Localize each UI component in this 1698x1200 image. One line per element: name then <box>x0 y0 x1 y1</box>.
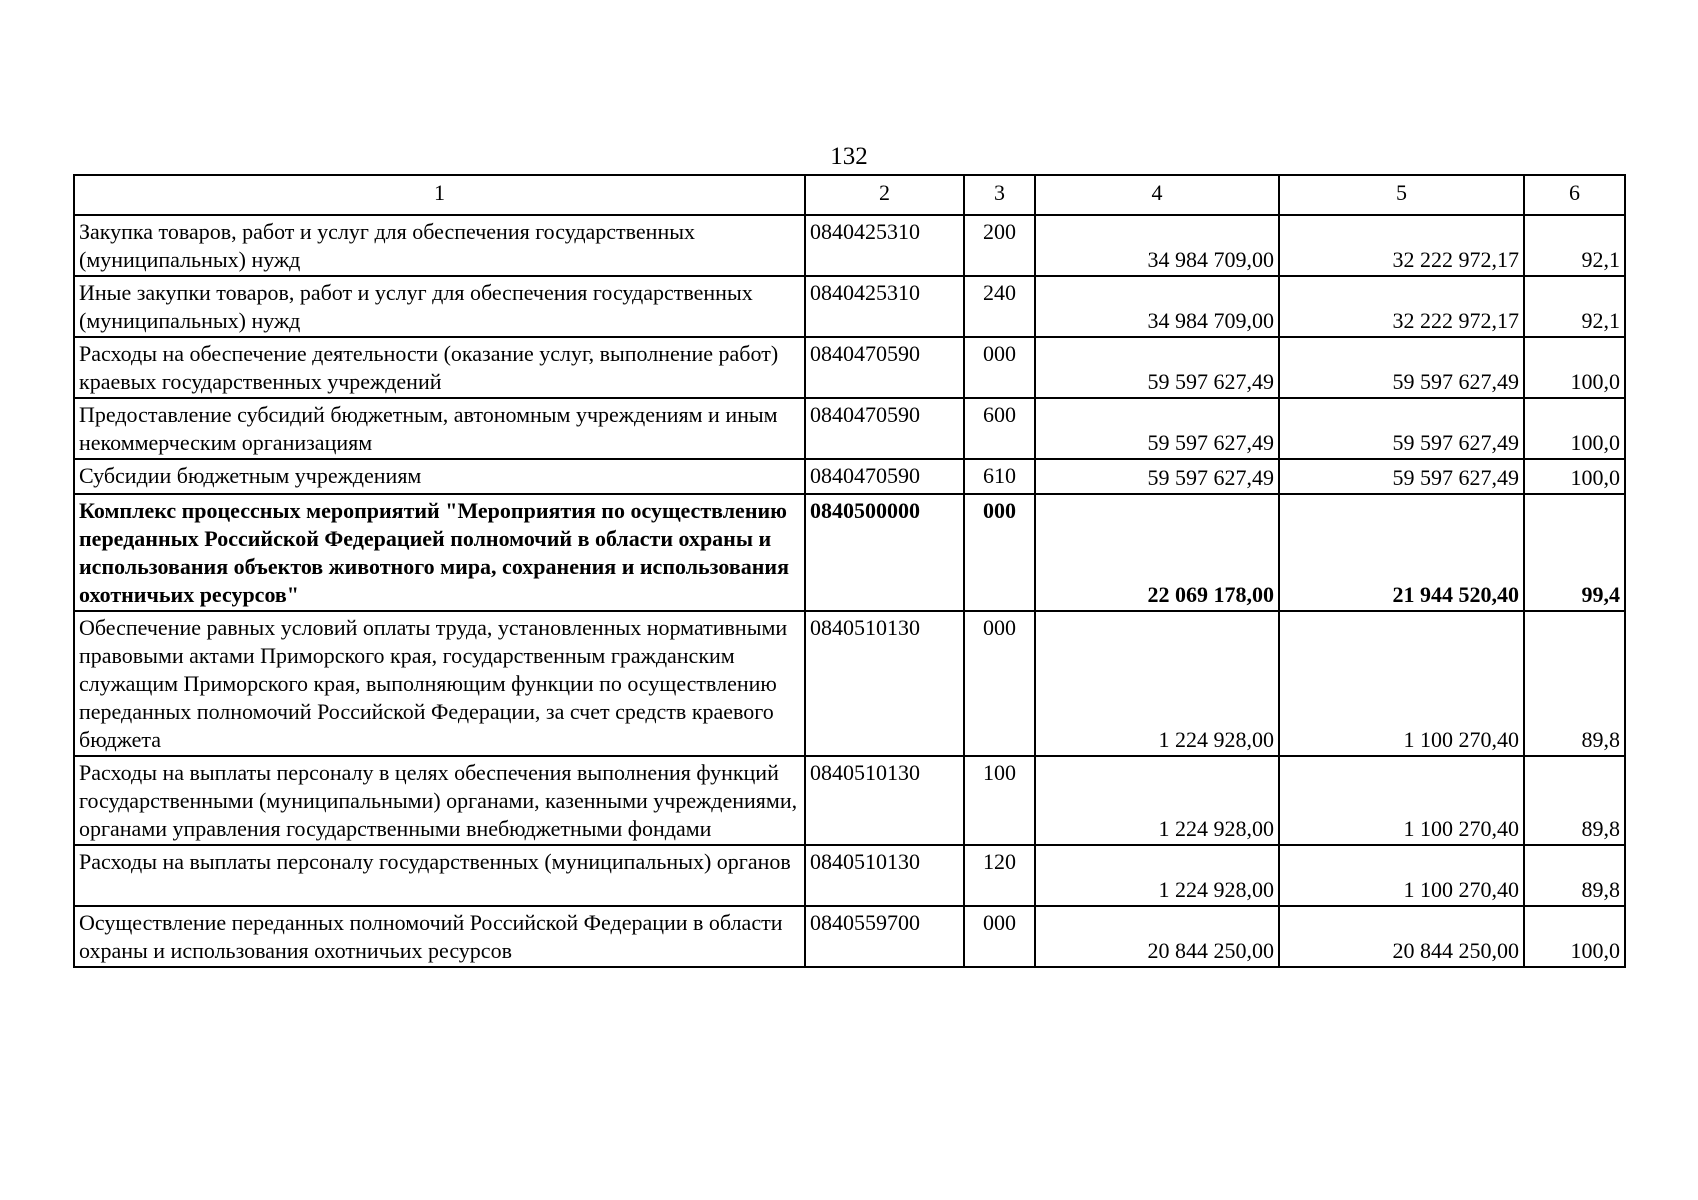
row-percent: 100,0 <box>1524 337 1625 398</box>
row-percent: 100,0 <box>1524 459 1625 494</box>
table-row <box>74 611 1625 756</box>
budget-table <box>73 174 1626 968</box>
table-row <box>74 215 1625 276</box>
row-percent: 92,1 <box>1524 215 1625 276</box>
row-planned: 59 597 627,49 <box>1035 398 1279 459</box>
row-kind: 610 <box>964 459 1035 494</box>
table-row-total <box>74 494 1625 611</box>
row-name: Расходы на обеспечение деятельности (оказание услуг, выполнение работ) краевых государственных учреждений <box>74 337 805 398</box>
row-code: 0840510130 <box>805 756 964 845</box>
row-executed: 32 222 972,17 <box>1279 215 1524 276</box>
row-name: Расходы на выплаты персоналу государственных (муниципальных) органов <box>74 845 805 906</box>
row-code: 0840470590 <box>805 459 964 494</box>
column-header: 4 <box>1035 175 1279 215</box>
row-kind: 000 <box>964 611 1035 756</box>
row-name: Субсидии бюджетным учреждениям <box>74 459 805 494</box>
row-percent: 100,0 <box>1524 398 1625 459</box>
row-percent: 92,1 <box>1524 276 1625 337</box>
row-name: Обеспечение равных условий оплаты труда, установленных нормативными правовыми актами Приморского края, государственным гражданским служащим Приморского края, выполняющим функции по осуществлению переданных полномочий Российской Федерации, за счет средств краевого бюджета <box>74 611 805 756</box>
table-row <box>74 756 1625 845</box>
row-planned: 59 597 627,49 <box>1035 459 1279 494</box>
row-executed: 21 944 520,40 <box>1279 494 1524 611</box>
row-executed: 1 100 270,40 <box>1279 845 1524 906</box>
row-executed: 59 597 627,49 <box>1279 459 1524 494</box>
row-name: Иные закупки товаров, работ и услуг для обеспечения государственных (муниципальных) нужд <box>74 276 805 337</box>
row-percent: 100,0 <box>1524 906 1625 967</box>
row-code: 0840470590 <box>805 398 964 459</box>
row-name: Осуществление переданных полномочий Российской Федерации в области охраны и использования охотничьих ресурсов <box>74 906 805 967</box>
row-code: 0840510130 <box>805 845 964 906</box>
column-header: 3 <box>964 175 1035 215</box>
row-kind: 200 <box>964 215 1035 276</box>
row-kind: 100 <box>964 756 1035 845</box>
row-percent: 89,8 <box>1524 611 1625 756</box>
table-row <box>74 337 1625 398</box>
row-planned: 1 224 928,00 <box>1035 845 1279 906</box>
row-name: Предоставление субсидий бюджетным, автономным учреждениям и иным некоммерческим организациям <box>74 398 805 459</box>
row-planned: 59 597 627,49 <box>1035 337 1279 398</box>
row-planned: 34 984 709,00 <box>1035 276 1279 337</box>
table-row <box>74 845 1625 906</box>
column-header: 2 <box>805 175 964 215</box>
row-code: 0840500000 <box>805 494 964 611</box>
table-row <box>74 459 1625 494</box>
row-percent: 99,4 <box>1524 494 1625 611</box>
row-code: 0840470590 <box>805 337 964 398</box>
row-code: 0840425310 <box>805 276 964 337</box>
row-code: 0840425310 <box>805 215 964 276</box>
row-planned: 22 069 178,00 <box>1035 494 1279 611</box>
row-executed: 1 100 270,40 <box>1279 611 1524 756</box>
row-planned: 1 224 928,00 <box>1035 611 1279 756</box>
row-planned: 34 984 709,00 <box>1035 215 1279 276</box>
row-name: Комплекс процессных мероприятий "Мероприятия по осуществлению переданных Российской Федерацией полномочий в области охраны и использования объектов животного мира, сохранения и использования охотничьих ресурсов" <box>74 494 805 611</box>
row-percent: 89,8 <box>1524 845 1625 906</box>
row-executed: 59 597 627,49 <box>1279 337 1524 398</box>
column-header: 6 <box>1524 175 1625 215</box>
row-kind: 120 <box>964 845 1035 906</box>
row-kind: 000 <box>964 906 1035 967</box>
row-kind: 000 <box>964 337 1035 398</box>
row-percent: 89,8 <box>1524 756 1625 845</box>
row-executed: 32 222 972,17 <box>1279 276 1524 337</box>
row-executed: 59 597 627,49 <box>1279 398 1524 459</box>
column-header: 1 <box>74 175 805 215</box>
row-code: 0840510130 <box>805 611 964 756</box>
row-executed: 20 844 250,00 <box>1279 906 1524 967</box>
table-row <box>74 276 1625 337</box>
table-row <box>74 906 1625 967</box>
row-kind: 240 <box>964 276 1035 337</box>
page-number: 132 <box>830 143 868 170</box>
row-name: Закупка товаров, работ и услуг для обеспечения государственных (муниципальных) нужд <box>74 215 805 276</box>
row-name: Расходы на выплаты персоналу в целях обеспечения выполнения функций государственными (муниципальными) органами, казенными учреждениями, органами управления государственными внебюджетными фондами <box>74 756 805 845</box>
row-kind: 000 <box>964 494 1035 611</box>
row-executed: 1 100 270,40 <box>1279 756 1524 845</box>
row-planned: 20 844 250,00 <box>1035 906 1279 967</box>
row-code: 0840559700 <box>805 906 964 967</box>
column-header: 5 <box>1279 175 1524 215</box>
table-row <box>74 398 1625 459</box>
row-planned: 1 224 928,00 <box>1035 756 1279 845</box>
table-header-row <box>74 175 1625 215</box>
row-kind: 600 <box>964 398 1035 459</box>
